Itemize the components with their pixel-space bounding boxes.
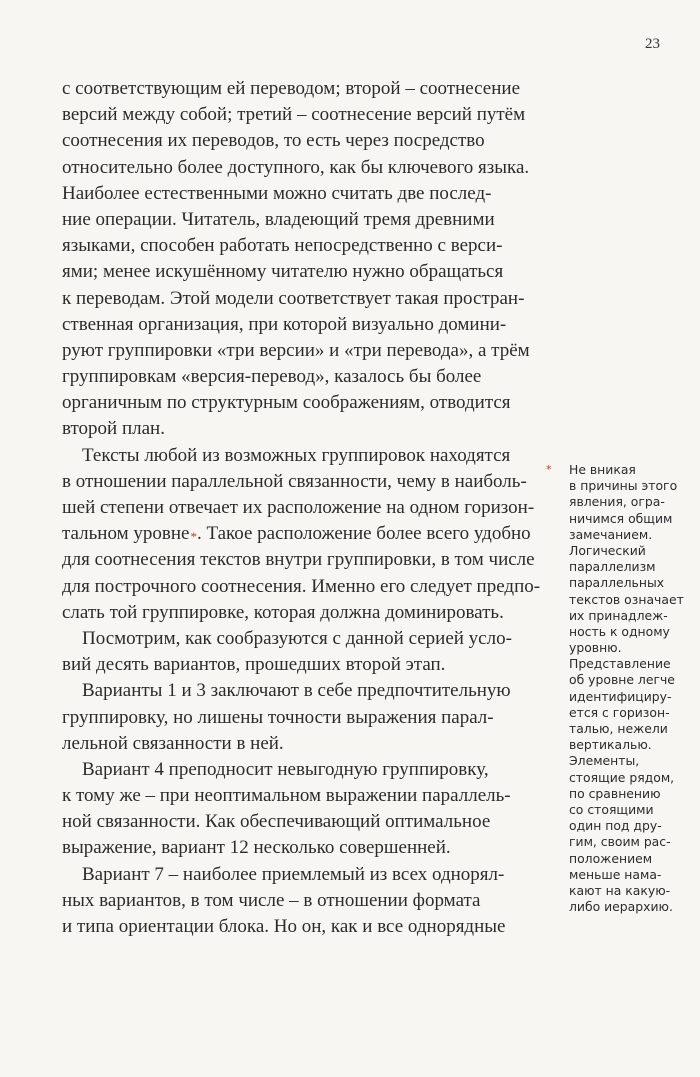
sidenote-line: кают на какую-	[569, 882, 671, 898]
text-line: лельной связанности в ней.	[62, 732, 284, 754]
text-fragment: . Такое расположение более всего удобно	[196, 523, 531, 545]
sidenote-line: ничимся общим	[569, 510, 673, 526]
text-line: Вариант 7 – наиболее приемлемый из всех однорял-	[82, 863, 505, 885]
text-line: ных вариантов, в том числе – в отношении формата	[62, 889, 481, 911]
text-line: Вариант 4 преподносит невыгодную группировку,	[82, 758, 489, 780]
text-line: соотнесения их переводов, то есть через посредство	[62, 130, 485, 152]
text-line: Тексты любой из возможных группировок находятся	[82, 444, 511, 466]
sidenote-line: по сравнению	[569, 785, 661, 801]
text-line: слать той группировке, которая должна доминировать.	[62, 601, 504, 623]
sidenote-line: положением	[569, 850, 653, 866]
sidenote-line: идентифициру-	[569, 688, 672, 704]
sidenote-line: об уровне легче	[569, 672, 675, 688]
text-line: для построчного соотнесения. Именно его следует предпо-	[62, 575, 541, 597]
sidenote-line: вертикалью.	[569, 737, 652, 753]
text-line: Варианты 1 и 3 заключают в себе предпочтительную	[82, 680, 511, 702]
text-line: Посмотрим, как сообразуются с данной серией усло-	[82, 627, 512, 649]
text-line: вий десять вариантов, прошедших второй этап.	[62, 654, 446, 676]
text-line: относительно более доступного, как бы ключевого языка.	[62, 156, 530, 178]
sidenote-line: уровню.	[569, 640, 622, 656]
text-line: языками, способен работать непосредственно с верси-	[62, 235, 503, 257]
note-marker[interactable]: *	[190, 529, 197, 545]
text-line: версий между собой; третий – соотнесение версий путём	[62, 104, 526, 126]
sidenote	[546, 462, 695, 915]
text-line: органичным по структурным соображениям, отводится	[62, 392, 511, 414]
text-line: второй план.	[62, 418, 165, 440]
sidenote-line: Логический	[569, 542, 646, 558]
sidenote-line: параллелизм	[569, 559, 656, 575]
text-line: шей степени отвечает их расположение на одном горизон-	[62, 497, 535, 518]
text-line: ние операции. Читатель, владеющий тремя древними	[62, 208, 495, 230]
page-number: 23	[645, 36, 660, 52]
sidenote-line: параллельных	[569, 575, 665, 591]
sidenote-line: Элементы,	[569, 753, 640, 769]
text-line: ственная организация, при которой визуально домини-	[62, 313, 507, 335]
text-line: выражение, вариант 12 несколько совершенней.	[62, 837, 451, 859]
sidenote-line: талью, нежели	[569, 721, 668, 736]
sidenote-line: гим, своим рас-	[569, 834, 671, 850]
sidenote-marker: *	[546, 463, 552, 476]
sidenote-line: со стоящими	[569, 801, 654, 817]
text-line: ями; менее искушённому читателю нужно обращаться	[62, 261, 504, 283]
text-line: к переводам. Этой модели соответствует такая простран-	[62, 287, 525, 309]
text-line: с соответствующим ей переводом; второй – соотнесение	[62, 78, 521, 99]
sidenote-line: Не вникая	[569, 462, 636, 477]
text-line: для соотнесения текстов внутри группировки, в том числе	[62, 549, 535, 571]
text-line: в отношении параллельной связанности, чему в наиболь-	[62, 470, 527, 492]
sidenote-line: один под дру-	[569, 818, 662, 834]
sidenote-line: в причины этого	[569, 478, 678, 494]
sidenote-line: стоящие рядом,	[569, 769, 675, 785]
sidenote-text	[555, 462, 695, 915]
text-line: группировку, но лишены точности выражения парал-	[62, 706, 494, 728]
text-line: ной связанности. Как обеспечивающий оптимальное	[62, 811, 491, 833]
sidenote-line: ность к одному	[569, 623, 670, 639]
text-line: руют группировки «три версии» и «три перевода», а трём	[62, 339, 530, 361]
sidenote-line: их принадлеж-	[569, 607, 668, 623]
text-line-with-note	[62, 521, 552, 547]
text-line: Наиболее естественными можно считать две послед-	[62, 182, 492, 204]
text-line: группировкам «версия-перевод», казалось бы более	[62, 366, 482, 388]
sidenote-line: Представление	[569, 656, 671, 672]
sidenote-line: либо иерархию.	[569, 899, 673, 915]
sidenote-line: меньше нама-	[569, 866, 662, 882]
text-line: и типа ориентации блока. Но он, как и все однорядные	[62, 916, 506, 937]
sidenote-line: замечанием.	[569, 526, 653, 542]
text-line: к тому же – при неоптимальном выражении параллель-	[62, 785, 511, 807]
main-text	[62, 76, 552, 940]
text-fragment: тальном уровне	[62, 523, 190, 545]
sidenote-line: текстов означает	[569, 591, 684, 607]
sidenote-line: явления, огра-	[569, 494, 665, 510]
sidenote-line: ется с горизон-	[569, 704, 670, 720]
